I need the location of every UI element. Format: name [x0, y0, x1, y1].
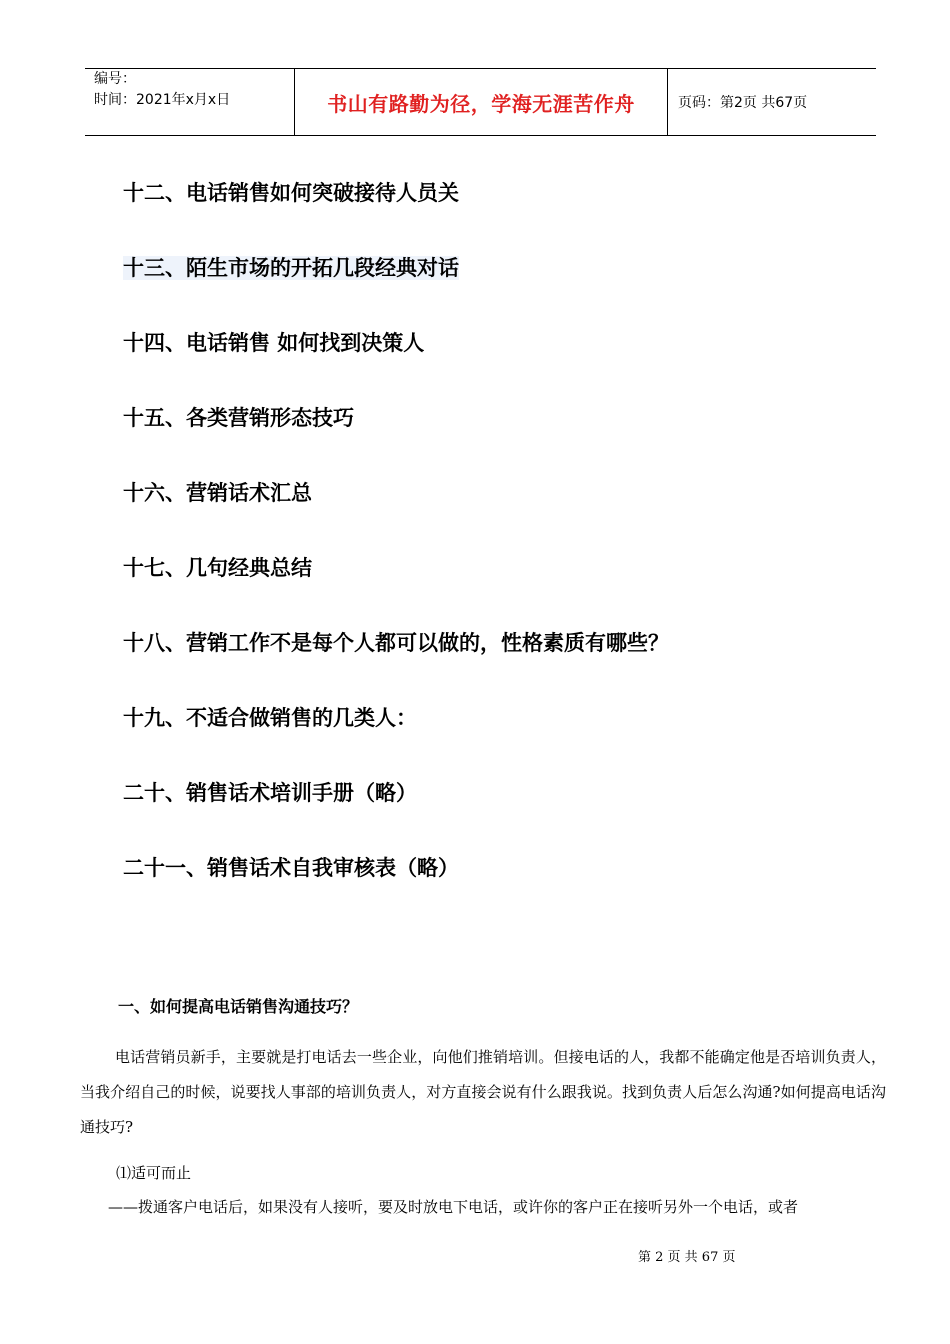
- toc-item: 十三、陌生市场的开拓几段经典对话: [123, 256, 459, 280]
- subheading: ⑴适可而止: [116, 1164, 192, 1182]
- table-of-contents: [123, 178, 669, 928]
- page-info: 页码：第2页 共67页: [678, 95, 808, 111]
- header-meta-cell: [85, 69, 295, 136]
- toc-item: 十五、各类营销形态技巧: [123, 406, 354, 430]
- toc-item: 二十一、销售话术自我审核表（略）: [123, 856, 459, 880]
- header-motto-cell: [295, 69, 668, 136]
- toc-item: 十九、不适合做销售的几类人：: [123, 706, 417, 730]
- time-label: 时间：2021年x月x日: [94, 92, 231, 108]
- section-title: 一、如何提高电话销售沟通技巧？: [118, 997, 359, 1016]
- toc-item: 十二、电话销售如何突破接待人员关: [123, 181, 459, 205]
- body-paragraph: 电话营销员新手，主要就是打电话去一些企业，向他们推销培训。但接电话的人，我都不能确定他是否培训负责人，当我介绍自己的时候，说要找人事部的培训负责人，对方直接会说有什么跟我说。找到负责人后怎么沟通?如何提高电话沟通技巧?: [80, 1048, 886, 1136]
- body-line: ——拨通客户电话后，如果没有人接听，要及时放电下电话，或许你的客户正在接听另外一个电话，或者: [108, 1198, 799, 1216]
- page-footer: 第 2 页 共 67 页: [638, 1250, 736, 1265]
- toc-item: 十六、营销话术汇总: [123, 481, 312, 505]
- toc-item: 十八、营销工作不是每个人都可以做的，性格素质有哪些？: [123, 631, 669, 655]
- motto: 书山有路勤为径，学海无涯苦作舟: [327, 91, 635, 116]
- document-header: [85, 68, 876, 136]
- header-page-cell: [668, 69, 877, 136]
- toc-item: 二十、销售话术培训手册（略）: [123, 781, 417, 805]
- number-label: 编号：: [94, 71, 136, 87]
- toc-item: 十七、几句经典总结: [123, 556, 312, 580]
- toc-item: 十四、电话销售 如何找到决策人: [123, 331, 425, 355]
